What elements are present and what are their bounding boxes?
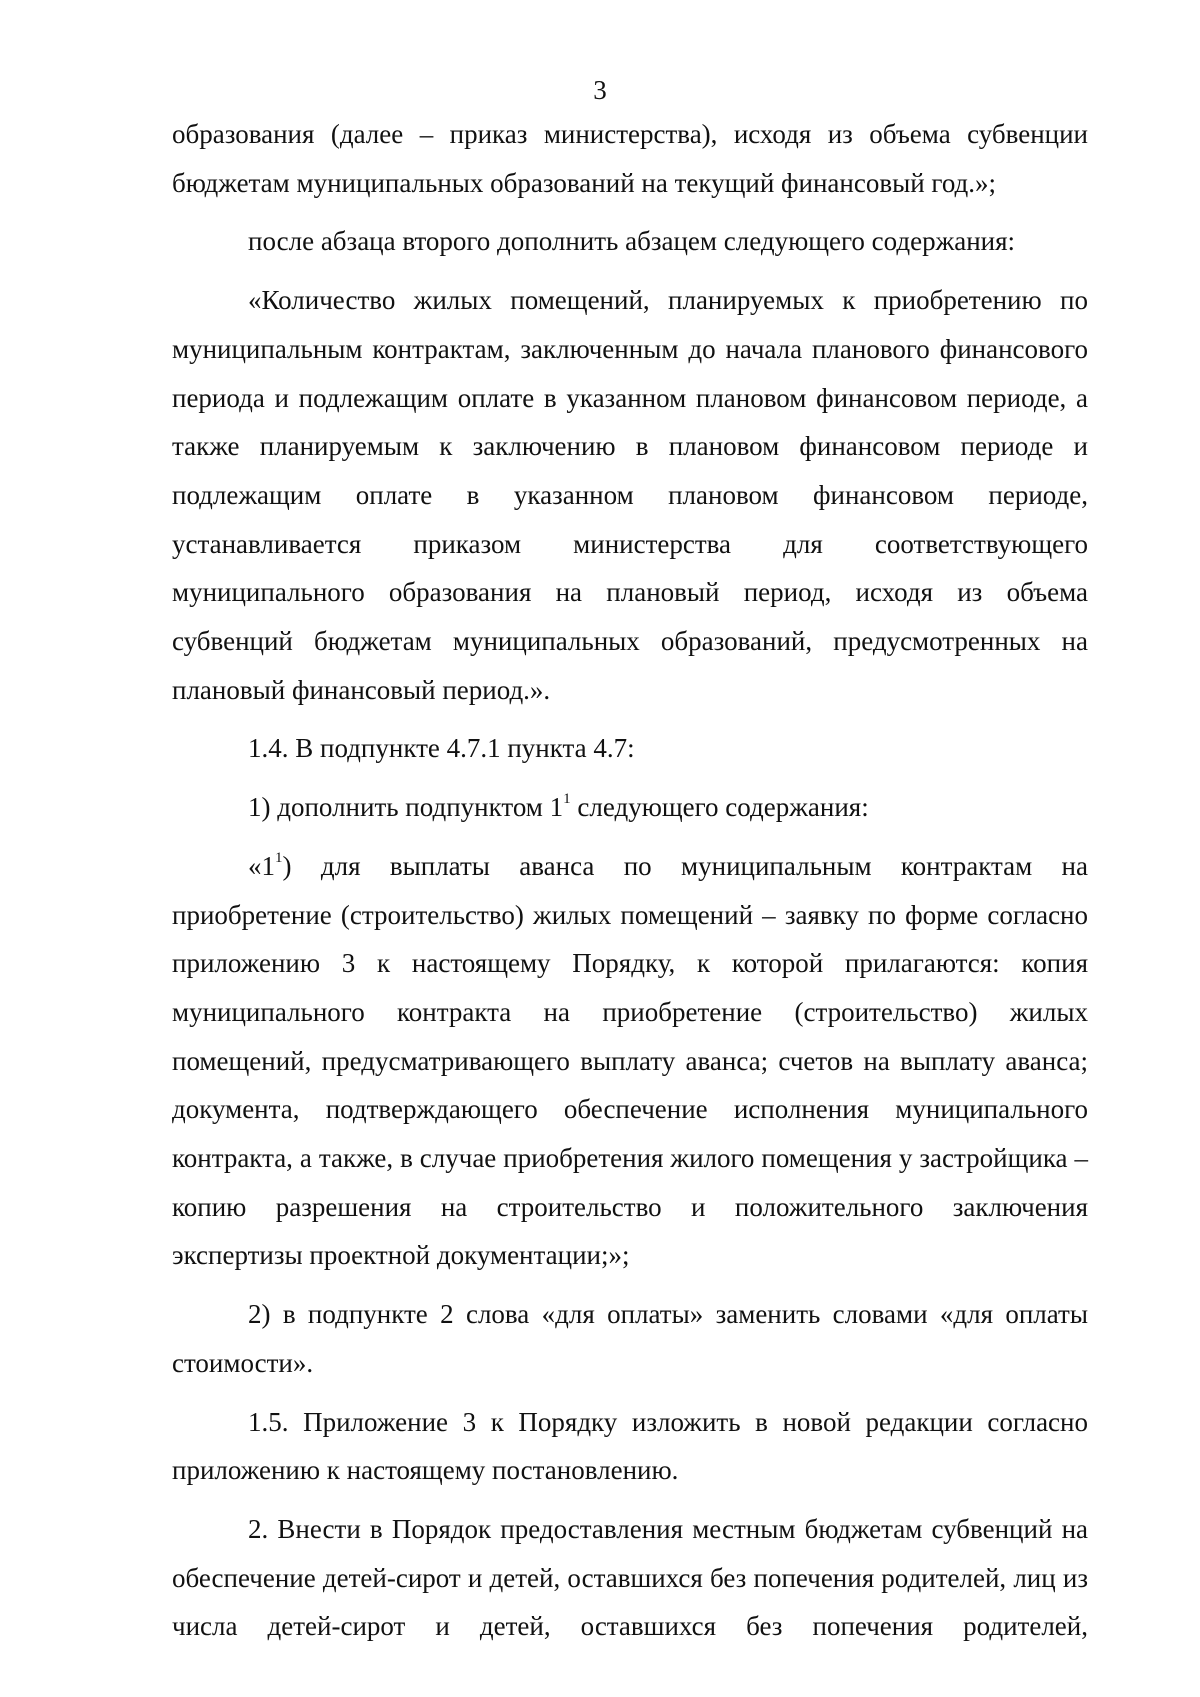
paragraph-1: образования (далее – приказ министерства), исходя из объема субвенции бюджетам муниципальных образований на текущий финансовый год.»; bbox=[172, 119, 1088, 198]
paragraph-3: «Количество жилых помещений, планируемых к приобретению по муниципальным контрактам, заключенным до начала планового финансового периода и подлежащим оплате в указанном плановом финансовом периоде, а также планируемым к заключению в плановом финансовом периоде и подлежащим оплате в указанном плановом финансовом периоде, устанавливается приказом министерства для соответствующего муниципального образования на плановый период, исходя из объема субвенций бюджетам муниципальных образований, предусмотренных на плановый финансовый период.». bbox=[172, 285, 1088, 705]
paragraph-5 bbox=[172, 783, 1088, 832]
paragraph-9: 2. Внести в Порядок предоставления местным бюджетам субвенций на обеспечение детей-сирот и детей, оставшихся без попечения родителей, лиц из числа детей-сирот и детей, оставшихся без попечения родителей, bbox=[172, 1513, 1088, 1642]
paragraph-5-text-end: следующего содержания: bbox=[570, 792, 869, 823]
superscript: 1 bbox=[563, 791, 571, 808]
document-body bbox=[172, 110, 1088, 1651]
paragraph-6-text-end: ) для выплаты аванса по муниципальным контрактам на приобретение (строительство) жилых помещений – заявку по форме согласно приложению 3 к настоящему Порядку, к которой прилагаются: копия муниципального контракта на приобретение (строительство) жилых помещений, предусматривающего выплату аванса; счетов на выплату аванса; документа, подтверждающего обеспечение исполнения муниципального контракта, а также, в случае приобретения жилого помещения у застройщика – копию разрешения на строительство и положительного заключения экспертизы проектной документации;»; bbox=[172, 850, 1088, 1271]
superscript: 1 bbox=[275, 849, 283, 866]
paragraph-5-text: 1) дополнить подпунктом 1 bbox=[248, 792, 564, 823]
paragraph-6-text: «1 bbox=[248, 850, 275, 881]
paragraph-6 bbox=[172, 842, 1088, 1280]
paragraph-7: 2) в подпункте 2 слова «для оплаты» заменить словами «для оплаты стоимости». bbox=[172, 1299, 1088, 1378]
paragraph-8: 1.5. Приложение 3 к Порядку изложить в новой редакции согласно приложению к настоящему постановлению. bbox=[172, 1406, 1088, 1486]
paragraph-4: 1.4. В подпункте 4.7.1 пункта 4.7: bbox=[248, 733, 635, 764]
page-number: 3 bbox=[593, 75, 607, 105]
paragraph-2: после абзаца второго дополнить абзацем следующего содержания: bbox=[248, 226, 1016, 257]
